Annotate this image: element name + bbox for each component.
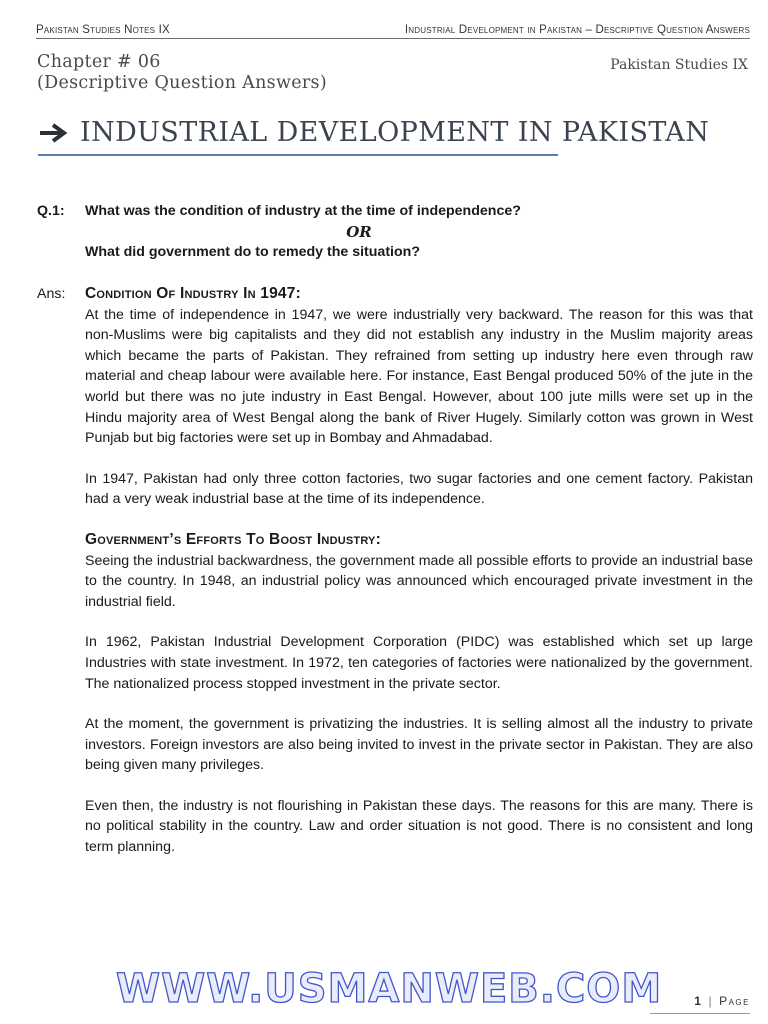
chapter-subtitle: (Descriptive Question Answers) (37, 73, 327, 93)
paragraph-pidc: In 1962, Pakistan Industrial Development Corporation (PIDC) was established which set up large Industries with state investment. In 1972, ten categories of factories were nationalized by the government. The nationalized process stopped investment in the private sector. (85, 634, 753, 692)
running-header (36, 14, 750, 39)
question-line-1: What was the condition of industry at the time of independence? (85, 203, 521, 219)
page-title (38, 117, 710, 156)
question-block (37, 201, 753, 271)
page-title-text: INDUSTRIAL DEVELOPMENT IN PAKISTAN (80, 117, 710, 148)
chapter-number: Chapter # 06 (37, 52, 161, 72)
watermark: WWW.USMANWEB.COM (116, 966, 663, 1012)
arrow-right-icon (38, 122, 68, 144)
page-separator: | (708, 994, 714, 1008)
question-body (85, 201, 753, 263)
paragraph-current-state: Even then, the industry is not flourishing in Pakistan these days. The reasons for this are many. There is no political stability in the country. Law and order situation is not good. There is no consistent and long term planning. (85, 797, 753, 856)
question-line-2: What did government do to remedy the situation? (85, 244, 420, 261)
page-number: 1 (694, 994, 703, 1008)
paragraph-privatization: At the moment, the government is privatizing the industries. It is selling almost all the industry to private investors. Foreign investors are also being invited to invest in the private sector in Pakistan. They are also being given many privileges. (85, 716, 753, 774)
running-header-right: Industrial Development in Pakistan – Descriptive Question Answers (404, 24, 750, 36)
answer-body (85, 284, 753, 858)
subject-label: Pakistan Studies IX (610, 57, 748, 73)
paragraph-1947-factories: In 1947, Pakistan had only three cotton factories, two sugar factories and one cement factory. Pakistan had a very weak industrial base at the time of its independence. (85, 470, 753, 508)
question-or: OR (346, 222, 372, 241)
footer-rule (650, 1013, 750, 1014)
paragraph-efforts: Seeing the industrial backwardness, the government made all possible efforts to provide an industrial base to the country. In 1948, an industrial policy was announced which encouraged private investment in the industrial field. (85, 552, 753, 610)
answer-label: Ans: (37, 286, 66, 302)
section-heading-condition: Condition Of Industry In 1947: (85, 285, 301, 302)
page-footer (694, 994, 750, 1008)
paragraph-condition: At the time of independence in 1947, we were industrially very backward. The reason for this was that non-Muslims were big capitalists and they did not establish any industry in the Muslim majority areas which became the parts of Pakistan. They refrained from setting up industry here even through raw material and cheap labour were available here. For instance, East Bengal produced 50% of the jute in the world but there was no jute industry in East Bengal. However, about 100 jute mills were set up in the Hindu majority area of West Bengal along the bank of River Hugely. Similarly cotton was grown in West Punjab but big factories were set up in Bombay and Ahmadabad. (85, 306, 753, 447)
page-label: Page (719, 994, 750, 1008)
question-label: Q.1: (37, 203, 65, 219)
running-header-left: Pakistan Studies Notes IX (36, 24, 170, 36)
section-heading-efforts: Government’s Efforts To Boost Industry: (85, 530, 381, 548)
